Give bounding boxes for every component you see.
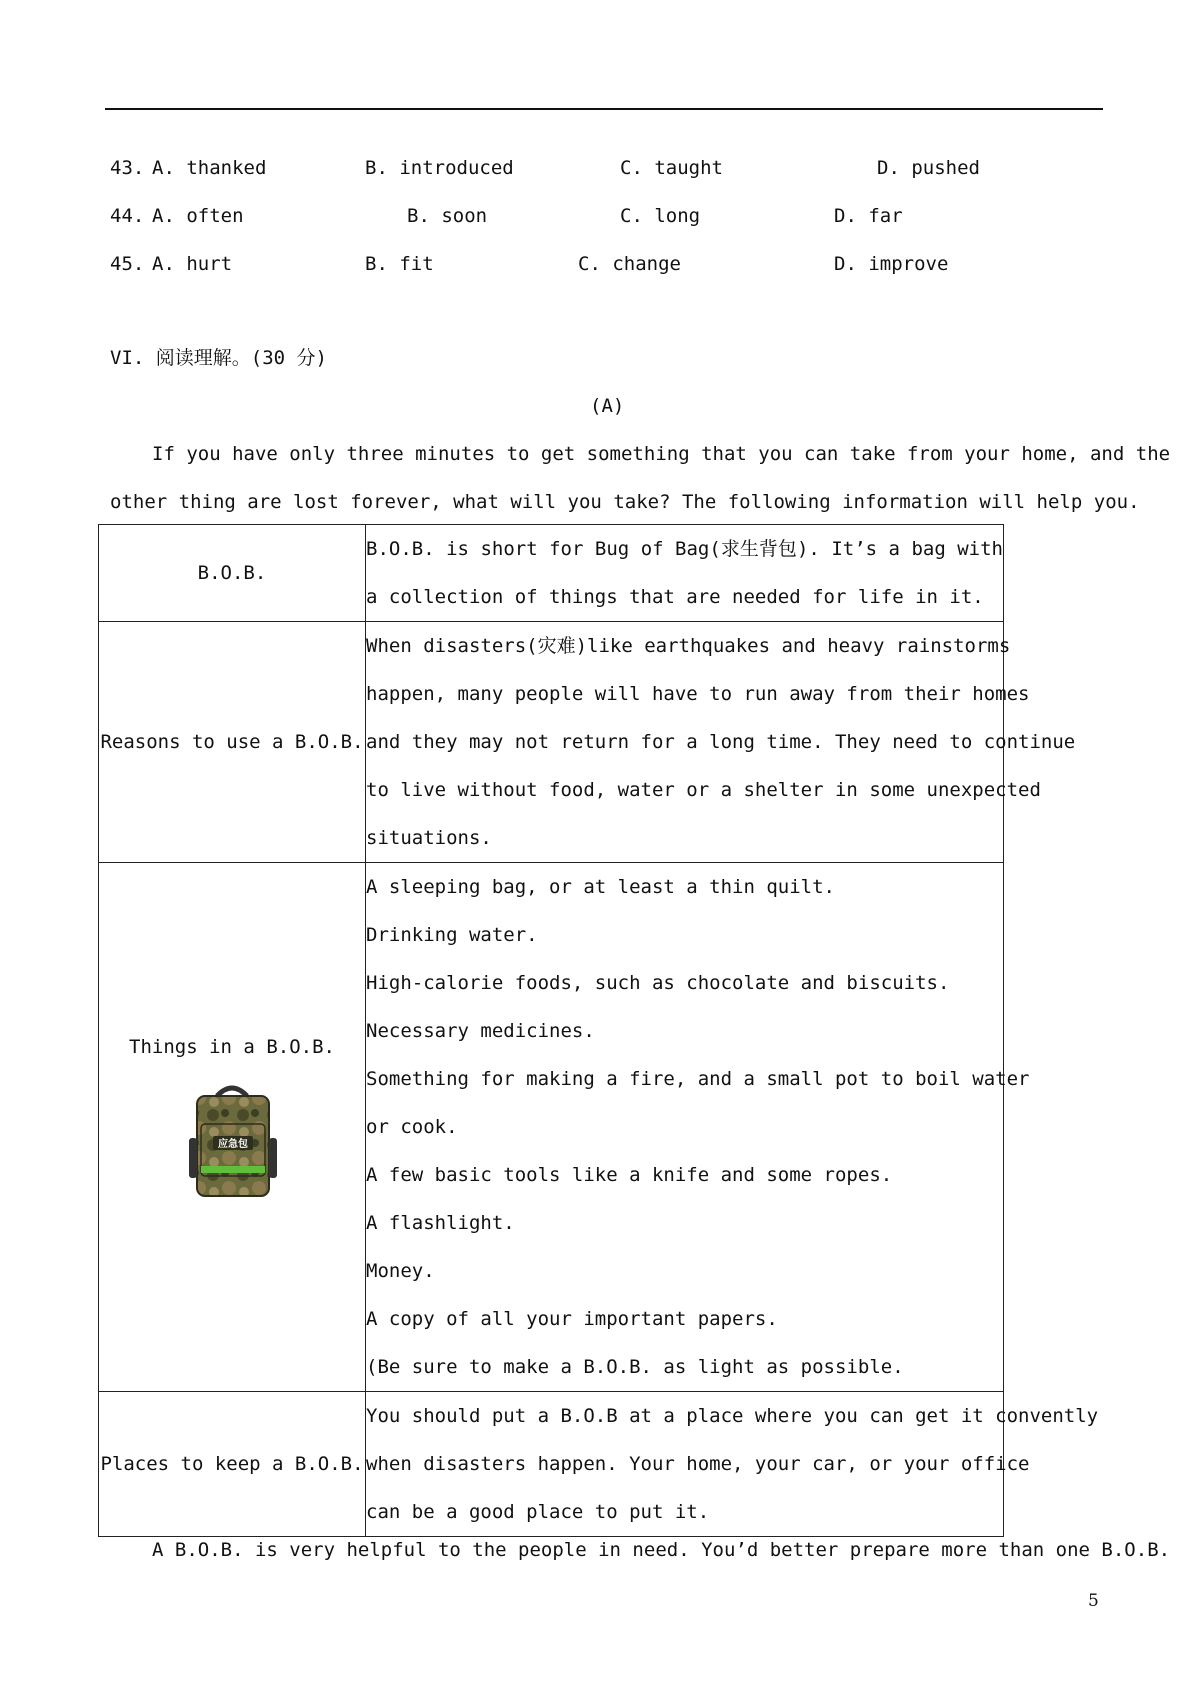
row-content-places bbox=[366, 1392, 1099, 1537]
q44-option-c: C. long bbox=[620, 205, 701, 227]
row-label-things: Things in a B.O.B. bbox=[129, 1036, 335, 1058]
intro-line-2: other thing are lost forever, what will you take? The following information will help you. bbox=[110, 491, 1140, 513]
content-line: High-calorie foods, such as chocolate and biscuits. bbox=[366, 972, 950, 994]
table-row bbox=[99, 863, 1004, 1392]
emergency-backpack-image bbox=[177, 1078, 287, 1218]
content-line: Necessary medicines. bbox=[366, 1020, 595, 1042]
content-line: A sleeping bag, or at least a thin quilt. bbox=[366, 876, 835, 898]
q45-option-c: C. change bbox=[578, 253, 681, 275]
q44-option-d: D. far bbox=[834, 205, 903, 227]
q45-option-a: A. hurt bbox=[152, 253, 233, 275]
content-line: A few basic tools like a knife and some ropes. bbox=[366, 1164, 893, 1186]
intro-line-1: If you have only three minutes to get something that you can take from your home, and the bbox=[152, 443, 1171, 465]
content-line: or cook. bbox=[366, 1116, 458, 1138]
content-line: A flashlight. bbox=[366, 1212, 515, 1234]
q43-option-c: C. taught bbox=[620, 157, 723, 179]
content-line: Money. bbox=[366, 1260, 435, 1282]
q45-number: 45. bbox=[110, 253, 145, 275]
content-line: Drinking water. bbox=[366, 924, 538, 946]
row-label-places: Places to keep a B.O.B. bbox=[99, 1392, 366, 1537]
q43-option-d: D. pushed bbox=[877, 157, 980, 179]
content-line: situations. bbox=[366, 827, 492, 849]
bob-info-table bbox=[98, 524, 1099, 1537]
q44-option-a: A. often bbox=[152, 205, 244, 227]
content-line: and they may not return for a long time. They need to continue bbox=[366, 731, 1076, 753]
backpack-label: 应急包 bbox=[218, 1139, 248, 1150]
row-content-things bbox=[366, 863, 1030, 1392]
content-line: When disasters(灾难)like earthquakes and heavy rainstorms bbox=[366, 635, 1011, 657]
closing-line: A B.O.B. is very helpful to the people in need. You’d better prepare more than one B.O.B. bbox=[152, 1539, 1171, 1561]
q43-option-b: B. introduced bbox=[365, 157, 514, 179]
content-line: You should put a B.O.B at a place where you can get it convently bbox=[366, 1405, 1099, 1427]
content-line: can be a good place to put it. bbox=[366, 1501, 710, 1523]
q43-option-a: A. thanked bbox=[152, 157, 267, 179]
row-content-bob bbox=[366, 525, 1004, 622]
row-label-things-cell bbox=[99, 863, 366, 1392]
header-rule bbox=[105, 108, 1103, 110]
q43-number: 43. bbox=[110, 157, 145, 179]
content-line: Something for making a fire, and a small pot to boil water bbox=[366, 1068, 1030, 1090]
row-label-reasons: Reasons to use a B.O.B. bbox=[99, 622, 366, 863]
q44-number: 44. bbox=[110, 205, 145, 227]
row-label-bob: B.O.B. bbox=[99, 525, 366, 622]
content-line: to live without food, water or a shelter in some unexpected bbox=[366, 779, 1041, 801]
table-row bbox=[99, 1392, 1004, 1537]
table-row bbox=[99, 622, 1004, 863]
content-line: when disasters happen. Your home, your car, or your office bbox=[366, 1453, 1030, 1475]
content-line: (Be sure to make a B.O.B. as light as possible. bbox=[366, 1356, 904, 1378]
passage-label: (A) bbox=[590, 395, 625, 417]
q45-option-b: B. fit bbox=[365, 253, 434, 275]
row-content-reasons bbox=[366, 622, 1076, 863]
q45-option-d: D. improve bbox=[834, 253, 949, 275]
content-line: happen, many people will have to run away from their homes bbox=[366, 683, 1030, 705]
page-number: 5 bbox=[1088, 1591, 1099, 1611]
table-row bbox=[99, 525, 1004, 622]
content-line: a collection of things that are needed for life in it. bbox=[366, 586, 984, 608]
q44-option-b: B. soon bbox=[407, 205, 488, 227]
content-line: B.O.B. is short for Bug of Bag(求生背包). It’s a bag with bbox=[366, 538, 1003, 560]
section-title: VI. 阅读理解。(30 分) bbox=[110, 347, 327, 369]
content-line: A copy of all your important papers. bbox=[366, 1308, 778, 1330]
